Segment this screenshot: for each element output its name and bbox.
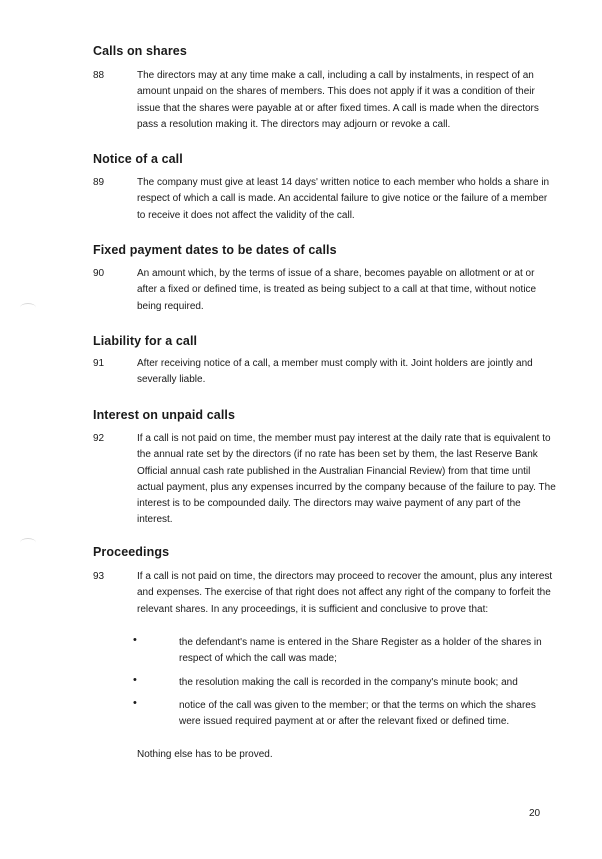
clause-text-92: If a call is not paid on time, the member must pay interest at the daily rate that is equivalent to the annual rate set by the directors (if no rate has been set by them, the last Reserve Bank Official annual cash rate published in the Australian Financial Review) from that time until actual payment, plus any expenses incurred by the company because of the failure to pay. The interest is to be compounded daily. The directors may waive payment of any part of the interest. [137, 433, 556, 526]
section-heading-fixed-payment-dates: Fixed payment dates to be dates of calls [93, 243, 337, 257]
bullet-item: the resolution making the call is recorded in the company's minute book; and [179, 677, 518, 688]
clause-number-93: 93 [93, 571, 105, 582]
clause-number-88: 88 [93, 70, 105, 81]
clause-text-93: If a call is not paid on time, the directors may proceed to recover the amount, plus any interest and expenses. The exercise of that right does not affect any right of the company to forfeit the relevant shares. In any proceedings, it is sufficient and conclusive to prove that: [137, 571, 553, 615]
page-number: 20 [529, 808, 541, 819]
bullet-marker: • [133, 674, 137, 686]
clause-number-89: 89 [93, 177, 105, 188]
section-heading-liability-for-a-call: Liability for a call [93, 334, 198, 348]
section-heading-notice-of-a-call: Notice of a call [93, 152, 183, 166]
clause-text-91: After receiving notice of a call, a member must comply with it. Joint holders are jointly and severally liable. [137, 358, 533, 386]
clause-text-89: The company must give at least 14 days' written notice to each member who holds a share in respect of which a call is made. An accidental failure to give notice or the failure of a member to receive it does not affect the validity of the call. [137, 177, 550, 221]
clause-number-92: 92 [93, 433, 105, 444]
bullet-item: the defendant's name is entered in the Share Register as a holder of the shares in respect of which the call was made; [179, 637, 542, 665]
bullet-marker: • [133, 634, 137, 646]
closing-text-93: Nothing else has to be proved. [137, 749, 273, 760]
bullet-item: notice of the call was given to the member; or that the terms on which the shares were issued required payment at or after the relevant fixed or defined time. [179, 700, 536, 728]
section-heading-interest-on-unpaid-calls: Interest on unpaid calls [93, 408, 236, 422]
clause-number-91: 91 [93, 358, 105, 369]
clause-number-90: 90 [93, 268, 105, 279]
clause-text-88: The directors may at any time make a call, including a call by instalments, in respect of an amount unpaid on the shares of members. This does not apply if it was a condition of their issue that the shares were payable at or after fixed times. A call is made when the directors pass a resolution making it. The directors may adjourn or revoke a call. [137, 70, 539, 130]
bullet-marker: • [133, 697, 137, 709]
section-heading-calls-on-shares: Calls on shares [93, 44, 187, 58]
clause-text-90: An amount which, by the terms of issue of a share, becomes payable on allotment or at or after a fixed or defined time, is treated as being subject to a call at that time, without notice being required. [137, 268, 537, 312]
section-heading-proceedings: Proceedings [93, 545, 170, 559]
punch-hole-mark [20, 538, 36, 547]
punch-hole-mark [20, 303, 36, 312]
